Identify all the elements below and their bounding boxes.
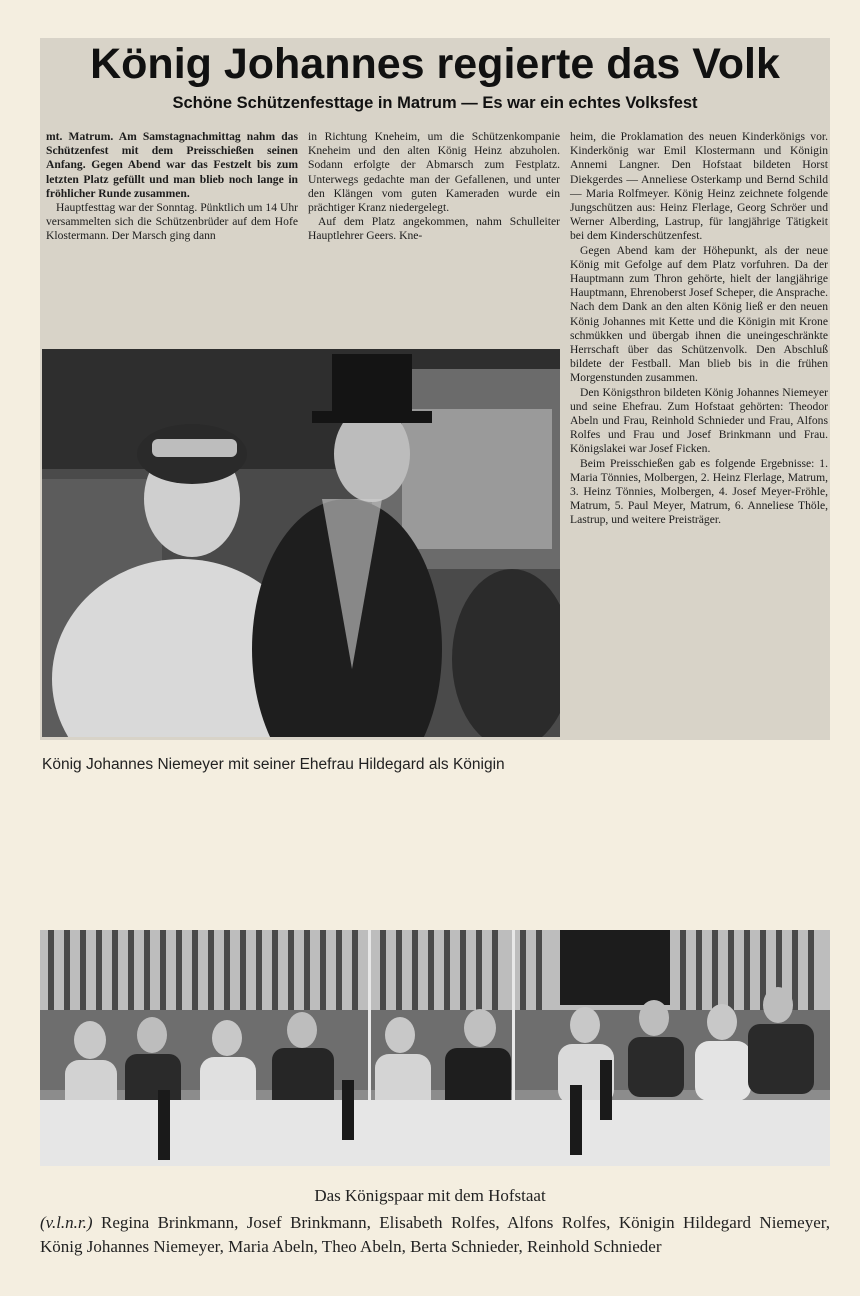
headline: König Johannes regierte das Volk xyxy=(90,40,780,88)
article-column-2 xyxy=(308,130,560,244)
subheadline: Schöne Schützenfesttage in Matrum — Es war ein echtes Volksfest xyxy=(172,94,698,112)
group-photo-caption-names xyxy=(40,1211,830,1259)
paragraph: Auf dem Platz angekommen, nahm Schulleiter Hauptlehrer Geers. Kne- xyxy=(308,215,560,243)
paragraph: Beim Preisschießen gab es folgende Ergebnisse: 1. Maria Tönnies, Molbergen, 2. Heinz Flerlage, Matrum, 3. Heinz Tönnies, Molbergen, 4. Josef Meyer-Fröhle, Matrum, 5. Paul Meyer, Matrum, 6. Anneliese Thöle, Lastrup, und weitere Preisträger. xyxy=(570,456,828,527)
caption-prefix: (v.l.n.r.) xyxy=(40,1213,93,1232)
article-column-1 xyxy=(46,130,298,244)
group-photo-caption-title: Das Königspaar mit dem Hofstaat xyxy=(314,1186,546,1205)
royal-court-photo xyxy=(40,930,830,1166)
paragraph: Den Königsthron bildeten König Johannes Niemeyer und seine Ehefrau. Zum Hofstaat gehörten: Theodor Abeln und Frau, Reinhold Schnieder und Frau, Alfons Rolfes und Frau und Josef Brinkmann und Frau. Königslakei war Josef Ficken. xyxy=(570,385,828,456)
paragraph: in Richtung Kneheim, um die Schützenkompanie Kneheim und den alten König Heinz abzuholen. Sodann erfolgte der Abmarsch zum Festplatz. Unterwegs gedachte man der Gefallenen, und unter den Klängen vom guten Kameraden wurde ein prächtiger Kranz niedergelegt. xyxy=(308,130,560,215)
photo-caption: König Johannes Niemeyer mit seiner Ehefrau Hildegard als Königin xyxy=(42,756,505,773)
paragraph: Gegen Abend kam der Höhepunkt, als der neue König mit Gefolge auf dem Platz vorfuhren. Da der Hauptmann zum Thron gehörte, hielt der langjährige Hauptmann, Ehrenoberst Josef Scheper, die Ansprache. Nach dem Dank an den alten König ließ er den neuen König Johannes mit Kette und die Königin mit Krone schmükken und übergab ihnen die uneingeschränkte Herrschaft über das Schützenvolk. Den Abschluß bildete der Festball. Man blieb bis in die frühen Morgenstunden zusammen. xyxy=(570,243,828,385)
lead-paragraph: mt. Matrum. Am Samstagnachmittag nahm das Schützenfest mit dem Preisschießen seinen Anfang. Gegen Abend war das Festzelt bis zum letzten Platz gefüllt und man blieb noch lange in fröhlicher Runde zusammen. xyxy=(46,130,298,200)
paragraph: heim, die Proklamation des neuen Kinderkönigs vor. Kinderkönig war Emil Klostermann und Königin Annemi Langner. Den Hofstaat bildeten Horst Diekgerdes — Anneliese Osterkamp und Bernd Schild — Maria Rolfmeyer. König Heinz zeichnete folgende Jungschützen aus: Heinz Flerlage, Georg Schröer und Werner Alberding, Lastrup, für langjährige Tätigkeit bei dem Kinderschützenfest. xyxy=(570,130,828,243)
article-column-3 xyxy=(570,130,828,528)
king-and-queen-photo xyxy=(42,349,560,737)
paragraph: Hauptfesttag war der Sonntag. Pünktlich um 14 Uhr versammelten sich die Schützenbrüder auf dem Hofe Klostermann. Der Marsch ging dann xyxy=(46,201,298,243)
caption-names: Regina Brinkmann, Josef Brinkmann, Elisabeth Rolfes, Alfons Rolfes, Königin Hildegard Niemeyer, König Johannes Niemeyer, Maria Abeln, Theo Abeln, Berta Schnieder, Reinhold Schnieder xyxy=(40,1213,831,1256)
